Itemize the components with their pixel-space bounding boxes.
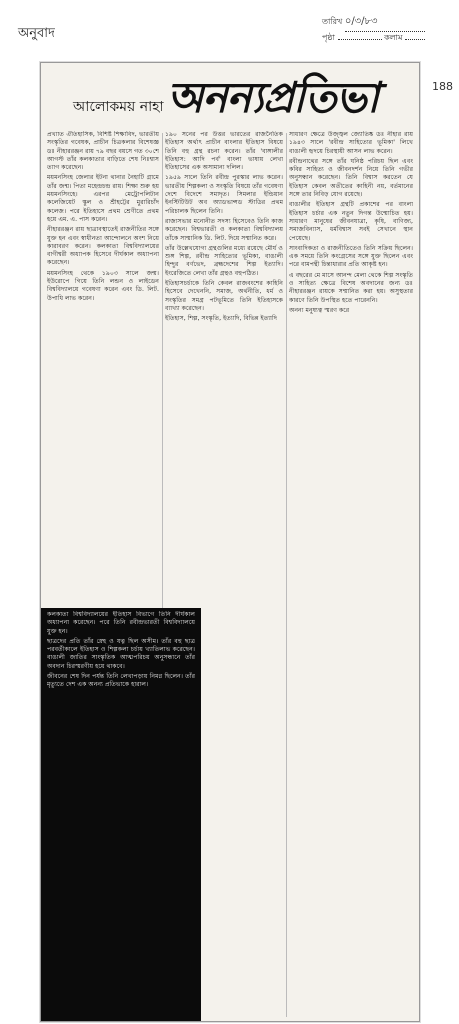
paragraph: ময়মনসিংহ থেকে ১৯০৩ সালে জন্ম। ইউরোপে গিয়ে তিনি লন্ডন ও লাইডেন বিশ্ববিদ্যালয়ে গবেষণা করেন এবং ডি. লিট. উপাধি লাভ করেন। xyxy=(47,269,159,302)
paragraph: জীবনের শেষ দিন পর্যন্ত তিনি লেখাপড়ায় নিমগ্ন ছিলেন। তাঁর মৃত্যুতে দেশ এক অনন্য প্রতিভাকে হারাল। xyxy=(47,673,195,689)
paragraph: বাঙালীর ইতিহাস গ্রন্থটি প্রকাশের পর বাংলা ইতিহাস চর্চার এক নতুন দিগন্ত উন্মোচিত হয়। সাধারণ মানুষের জীবনযাত্রা, কৃষি, বাণিজ্য, সমাজবিন্যাস, ধর্মবিশ্বাস সবই সেখানে স্থান পেয়েছে। xyxy=(289,201,413,242)
paragraph: ময়মনসিংহ জেলার ইটনা থানার নৈহাটি গ্রামে তাঁর জন্ম। পিতা মহেন্দ্রচন্দ্র রায়। শিক্ষা শুরু হয় ময়মনসিংহে। এরপর মেট্রোপলিটান কলেজিয়েট স্কুল ও শ্রীহট্টের মুরারিচাঁদ কলেজ। পরে ইতিহাসে প্রথম শ্রেণীতে প্রথম হয়ে এম. এ. পাস করেন। xyxy=(47,174,159,223)
page-label: পৃষ্ঠা xyxy=(322,33,335,42)
page-number: 188 xyxy=(432,80,453,93)
paragraph: ইতিহাসচর্চাকে তিনি কেবল রাজবংশের কাহিনি হিসেবে দেখেননি, সমাজ, অর্থনীতি, ধর্ম ও সংস্কৃতির সমগ্র পটভূমিতে তিনি ইতিহাসকে ব্যাখ্যা করেছেন। xyxy=(165,280,283,312)
page-column-field xyxy=(322,32,425,45)
paragraph: রাজ্যসভার মনোনীত সদস্য হিসেবেও তিনি কাজ করেছেন। বিশ্বভারতী ও কলকাতা বিশ্ববিদ্যালয় তাঁকে সাম্মানিক ডি. লিট. দিয়ে সম্মানিত করে। xyxy=(165,217,283,242)
article-title: অনন্যপ্রতিভা xyxy=(167,73,379,122)
article-column-1 xyxy=(47,131,159,609)
paragraph: রবীন্দ্রনাথের সঙ্গে তাঁর ঘনিষ্ঠ পরিচয় ছিল এবং কবির সাহিত্য ও জীবনদর্শন নিয়ে তিনি গভীর অনুসন্ধান করেছেন। তিনি বিশ্বাস করতেন যে ইতিহাস কেবল অতীতের কাহিনী নয়, বর্তমানের সঙ্গে তার নিবিড় যোগ রয়েছে। xyxy=(289,157,413,199)
page-blank xyxy=(338,39,382,40)
article-column-4 xyxy=(47,611,195,1017)
author-name: আলোকময় নাহা xyxy=(73,99,164,115)
paragraph: ১৯৫৯ সালে তিনি রবীন্দ্র পুরস্কার লাভ করেন। ভারতীয় শিল্পকলা ও সংস্কৃতি বিষয়ে তাঁর গবেষণা দেশে বিদেশে সমাদৃত। সিমলার ইন্ডিয়ান ইনস্টিটিউট অব অ্যাডভান্সড স্টাডির প্রথম পরিচালক ছিলেন তিনি। xyxy=(165,174,283,215)
paragraph: সাংবাদিকতা ও রাজনীতিতেও তিনি সক্রিয় ছিলেন। এক সময়ে তিনি কংগ্রেসের সঙ্গে যুক্ত ছিলেন এবং পরে বামপন্থী চিন্তাধারার প্রতি আকৃষ্ট হন। xyxy=(289,244,413,269)
newspaper-clipping xyxy=(40,62,420,1022)
paragraph: নীহাররঞ্জন রায় ছাত্রাবস্থাতেই রাজনীতির সঙ্গে যুক্ত হন এবং স্বাধীনতা আন্দোলনে অংশ নিয়ে কারাবরণ করেন। কলকাতা বিশ্ববিদ্যালয়ের বাগীশ্বরী অধ্যাপক হিসেবে দীর্ঘকাল অধ্যাপনা করেছেন। xyxy=(47,226,159,267)
date-value: ০/৩/৮৩ xyxy=(345,14,425,32)
column-divider xyxy=(162,133,163,608)
column-divider xyxy=(286,133,287,1017)
column-label: কলাম xyxy=(384,33,403,42)
paragraph: কলকাতা বিশ্ববিদ্যালয়ের ইতিহাস বিভাগে তিনি দীর্ঘকাল অধ্যাপনা করেছেন। পরে তিনি রবীন্দ্রভারতী বিশ্ববিদ্যালয়ে যুক্ত হন। xyxy=(47,611,195,635)
paragraph: সাধারণ ক্ষেত্রে উজ্জ্বল জ্যোতিষ্ক ডঃ নীহার রায় ১৯৪৩ সালে 'রবীন্দ্র সাহিত্যের ভূমিকা' লিখে বাঙালী হৃদয়ে চিরস্থায়ী আসন লাভ করেন। xyxy=(289,131,413,155)
paragraph: ১৯০ সনের পর উত্তর ভারতের রাজনৈতিক ইতিহাস অর্থাৎ প্রাচীন বাংলার ইতিহাস বিষয়ে তিনি বহু গ্রন্থ রচনা করেন। তাঁর 'বাঙ্গালীর ইতিহাস: আদি পর্ব' বাংলা ভাষায় লেখা ইতিহাসের এক অসামান্য দলিল। xyxy=(165,131,283,172)
column-blank xyxy=(405,39,425,40)
paragraph: তাঁর উল্লেখযোগ্য গ্রন্থগুলির মধ্যে রয়েছে মৌর্য ও শুঙ্গ শিল্প, রবীন্দ্র সাহিত্যের ভূমিকা, বাঙালী হিন্দুর বর্ণভেদ, ব্রহ্মদেশের শিল্প ইত্যাদি। ইংরেজিতে লেখা তাঁর গ্রন্থও বহুপঠিত। xyxy=(165,244,283,277)
paragraph: প্রখ্যাত ঐতিহাসিক, বিশিষ্ট শিক্ষাবিদ, ভারতীয় সংস্কৃতির গবেষক, প্রাচীন চিত্রকলার বিশেষজ্ঞ ডঃ নীহাররঞ্জন রায় ৭৯ বছর বয়সে গত ৩০শে আগস্ট তাঁর কলকাতার বাড়িতে শেষ নিঃশ্বাস ত্যাগ করেছেন। xyxy=(47,131,159,172)
headline xyxy=(41,63,419,131)
paragraph: এ বছরের মে মাসে আনন্দ মেলা থেকে শিল্প সংস্কৃতি ও সাহিত্য ক্ষেত্রে বিশেষ অবদানের জন্য ডঃ নীহাররঞ্জন রায়কে সম্মানিত করা হয়। অসুস্থতার কারণে তিনি উপস্থিত হতে পারেননি। xyxy=(289,271,413,304)
date-label: তারিখ xyxy=(322,17,343,26)
paragraph: ইতিহাস, শিল্প, সংস্কৃতি, ইত্যাদি, বিভিন্ন ইত্যাদি xyxy=(165,315,278,323)
handwritten-note: অনুবাদ xyxy=(18,26,55,41)
article-column-3 xyxy=(289,131,413,1019)
paragraph: ছাত্রদের প্রতি তাঁর স্নেহ ও যত্ন ছিল অসীম। তাঁর বহু ছাত্র পরবর্তীকালে ইতিহাস ও শিল্পকলা চর্চায় খ্যাতিলাভ করেছেন। বাঙালী জাতির সাংস্কৃতিক আত্মপরিচয় অনুসন্ধানে তাঁর অবদান চিরস্মরণীয় হয়ে থাকবে। xyxy=(47,637,195,670)
paragraph: অনন্য মনুষ্যত্ব স্মরণ করে xyxy=(289,306,350,314)
date-field xyxy=(322,14,425,32)
